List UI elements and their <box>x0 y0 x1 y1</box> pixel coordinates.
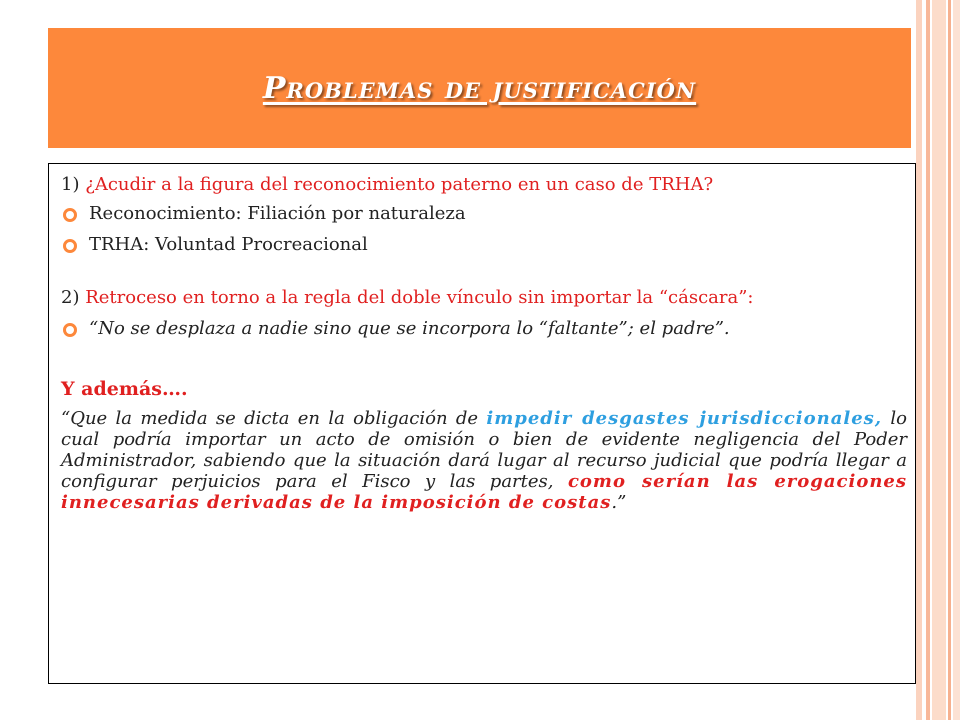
title-bar <box>48 28 911 148</box>
item-1-number: 1) <box>61 174 86 195</box>
item-1-question: ¿Acudir a la figura del reconocimiento paterno en un caso de TRHA? <box>85 174 714 195</box>
bullet-text: “No se desplaza a nadie sino que se incorpora lo “faltante”; el padre”. <box>89 318 730 339</box>
content-box <box>48 163 916 684</box>
ademas-heading: Y además…. <box>61 378 188 400</box>
bullet-icon <box>63 208 77 222</box>
item-2-text: Retroceso en torno a la regla del doble vínculo sin importar la “cáscara”: <box>85 287 754 308</box>
bullet-text: TRHA: Voluntad Procreacional <box>89 234 368 255</box>
bullet-item <box>61 203 907 224</box>
quote-part-1: “Que la medida se dicta en la obligación de <box>61 408 487 429</box>
bullet-text: Reconocimiento: Filiación por naturaleza <box>89 203 466 224</box>
quote-part-3: .” <box>611 492 627 513</box>
bullet-item <box>61 234 907 255</box>
item-1 <box>61 174 907 195</box>
slide-title: Problemas de justificación <box>262 70 697 106</box>
quote-highlight-red: como serían las erogaciones innecesarias derivadas de la imposición de costas <box>61 471 907 513</box>
bullet-item <box>61 318 907 339</box>
item-2-number: 2) <box>61 287 86 308</box>
item-2 <box>61 287 907 308</box>
bullet-icon <box>63 323 77 337</box>
quote-paragraph <box>61 408 907 513</box>
bullet-icon <box>63 239 77 253</box>
decorative-stripes <box>916 0 960 720</box>
quote-part-2: lo cual podría importar un acto de omisión o bien de evidente negligencia del Poder Administrador, sabiendo que la situación dará lugar al recurso judicial que podría llegar a configurar perjuicios para el Fisco y las partes, <box>61 408 907 492</box>
quote-highlight-blue: impedir desgastes jurisdiccionales, <box>486 408 883 429</box>
